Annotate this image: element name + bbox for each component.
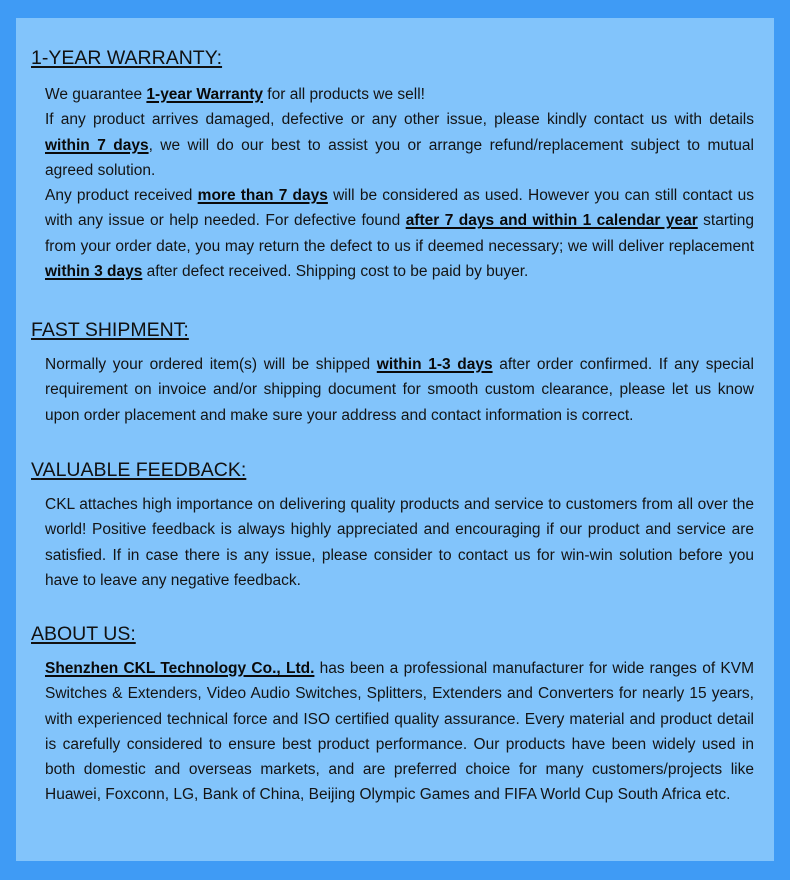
warranty-emphasis-3-days: within 3 days	[45, 263, 143, 281]
shipment-text-a: Normally your ordered item(s) will be shipped	[45, 356, 377, 373]
warranty-p2-text-a: If any product arrives damaged, defective or any other issue, please kindly contact us with details	[45, 111, 754, 129]
about-text: has been a professional manufacturer for wide ranges of KVM Switches & Extenders, Video Audio Switches, Splitters, Extenders and Converters for nearly 15 years, with experienced technical force and ISO certified quality assurance. Every material and product detail is carefully considered to ensure best product performance. Our products have been widely used in both domestic and overseas markets, and are preferred choice for many customers/projects like Huawei, Foxconn, LG, Bank of China, Beijing Olympic Games and FIFA World Cup South Africa etc.	[45, 660, 754, 804]
warranty-p2-text-b: , we will do our best to assist you or arrange refund/replacement subject to mutual agreed solution.	[45, 136, 754, 179]
warranty-paragraph-2	[45, 107, 754, 183]
warranty-p3-text-b: will be considered as used. However you can still contact us with any issue or help needed. For defective found	[45, 187, 754, 230]
warranty-body	[45, 82, 754, 284]
feedback-body	[45, 492, 754, 593]
warranty-paragraph-3	[45, 183, 754, 284]
about-body	[45, 656, 754, 808]
feedback-heading: VALUABLE FEEDBACK:	[31, 459, 247, 481]
warranty-emphasis-7-days: within 7 days	[45, 136, 149, 154]
warranty-paragraph-1	[45, 82, 754, 107]
warranty-p1-text-a: We guarantee	[45, 86, 147, 103]
warranty-emphasis-1-year: 1-year Warranty	[146, 86, 263, 103]
content-panel	[16, 18, 774, 861]
about-company-name: Shenzhen CKL Technology Co., Ltd.	[45, 660, 315, 677]
warranty-heading: 1-YEAR WARRANTY:	[31, 47, 223, 69]
about-heading: ABOUT US:	[31, 623, 136, 645]
shipment-heading: FAST SHIPMENT:	[31, 319, 189, 341]
shipment-paragraph	[45, 352, 754, 428]
shipment-body	[45, 352, 754, 428]
shipment-emphasis-1-3-days: within 1-3 days	[376, 356, 493, 373]
warranty-p1-text-b: for all products we sell!	[263, 86, 425, 103]
shipment-text-b: after order confirmed. If any special requirement on invoice and/or shipping document for smooth custom clearance, please let us know upon order placement and make sure your address and contact information is correct.	[45, 356, 754, 424]
warranty-emphasis-more-than-7-days: more than 7 days	[197, 187, 328, 205]
warranty-p3-text-c: starting from your order date, you may return the defect to us if deemed necessary; we will deliver replacement	[45, 212, 754, 255]
warranty-p3-text-d: after defect received. Shipping cost to be paid by buyer.	[142, 263, 529, 281]
warranty-emphasis-calendar-year: after 7 days and within 1 calendar year	[405, 212, 698, 230]
feedback-paragraph: CKL attaches high importance on delivering quality products and service to customers from all over the world! Positive feedback is always highly appreciated and encouraging if our product and service are satisfied. If in case there is any issue, please consider to contact us for win-win solution before you have to leave any negative feedback.	[45, 496, 754, 589]
about-paragraph	[45, 656, 754, 808]
warranty-p3-text-a: Any product received	[45, 187, 198, 205]
